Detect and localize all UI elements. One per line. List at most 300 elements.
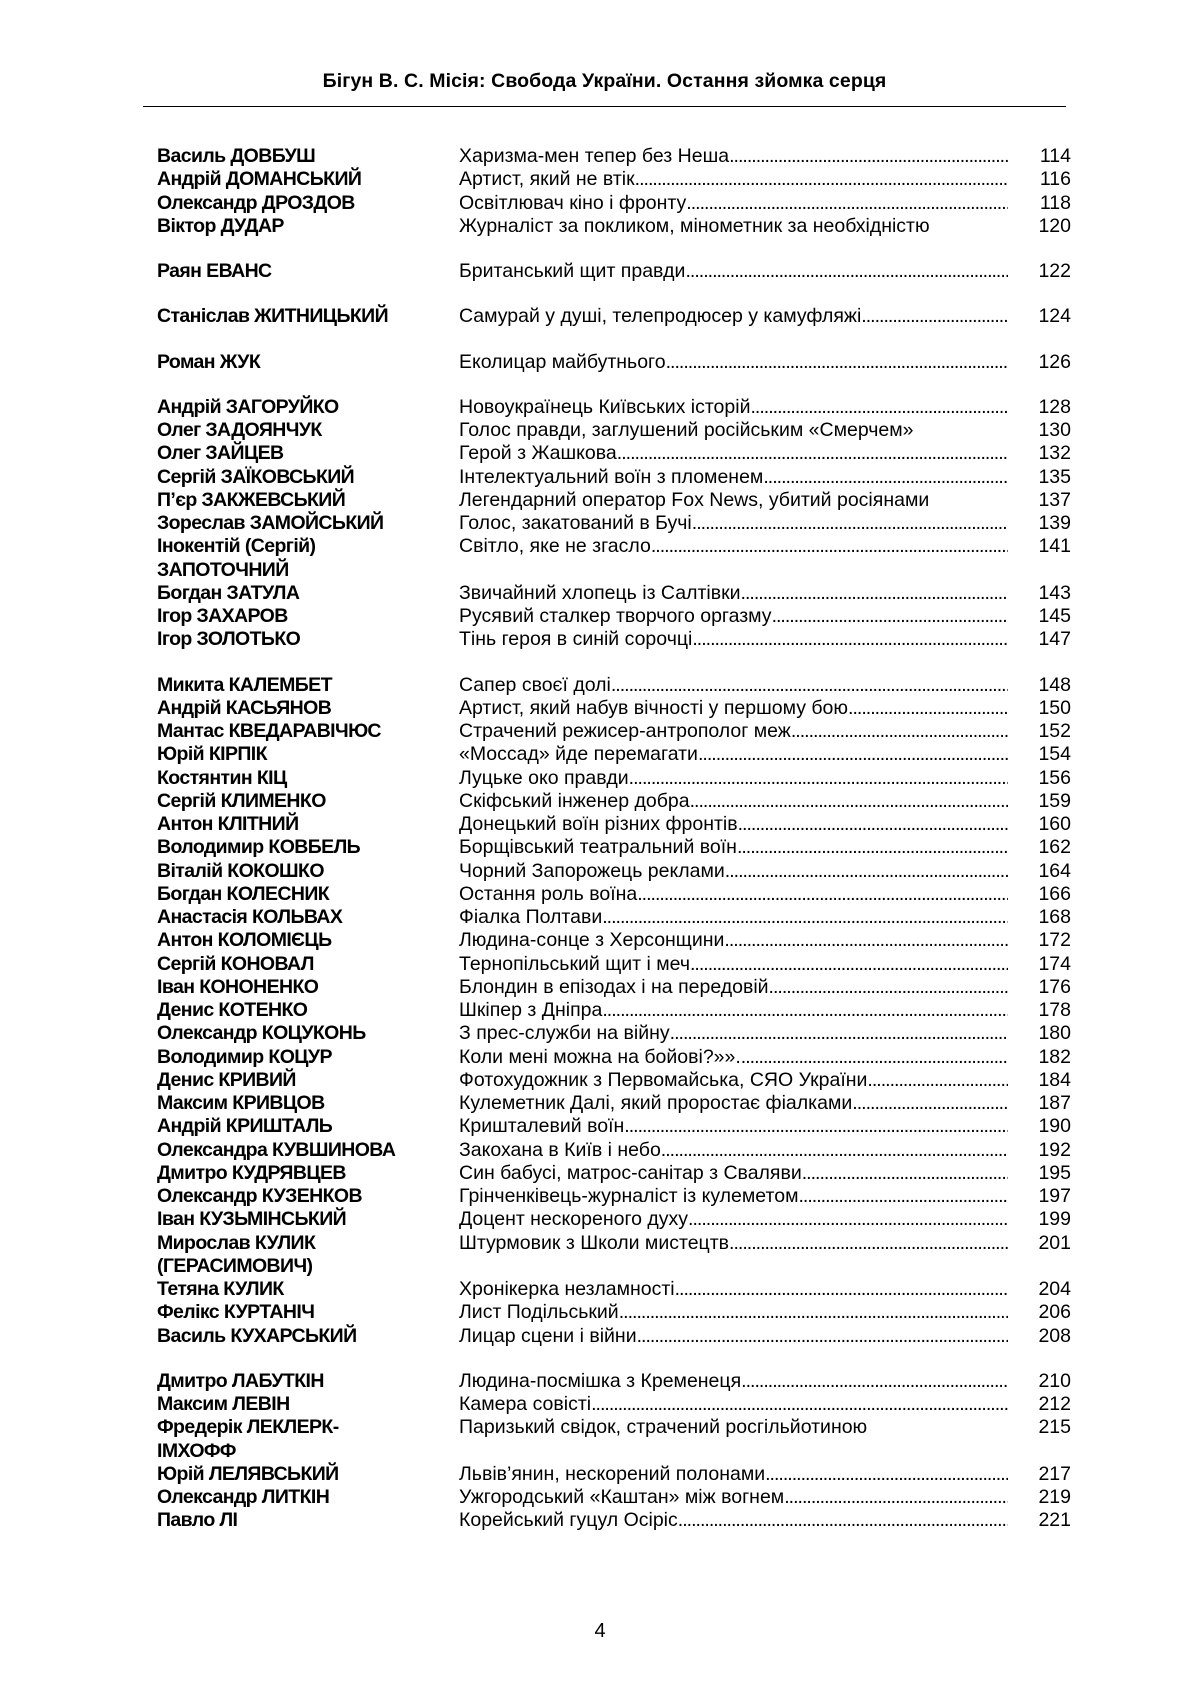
entry-page: 162 — [1038, 836, 1071, 859]
entry-page: 114 — [1039, 145, 1071, 167]
dot-leader — [675, 1278, 1008, 1301]
entry-page: 116 — [1039, 168, 1071, 191]
entry-page: 190 — [1038, 1115, 1071, 1138]
toc-entry — [157, 215, 1071, 238]
entry-name: Максим КРИВЦОВ — [157, 1092, 325, 1114]
entry-title: Людина-сонце з Херсонщини — [459, 929, 725, 952]
entry-name: Роман ЖУК — [157, 350, 261, 373]
dot-leader — [729, 145, 1008, 168]
entry-title-line — [459, 1301, 1008, 1324]
dot-leader — [738, 813, 1008, 836]
entry-title: Харизма-мен тепер без Неша — [459, 145, 730, 167]
entry-title-line — [459, 260, 1008, 283]
toc-entry — [157, 1232, 1071, 1279]
entry-title-line — [459, 582, 1008, 605]
entry-page: 148 — [1038, 673, 1071, 696]
entry-title-line — [459, 535, 1008, 558]
entry-title: Тернопільський щит і меч — [459, 952, 690, 975]
entry-page: 124 — [1038, 305, 1071, 328]
entry-name: Зореслав ЗАМОЙСЬКИЙ — [157, 512, 384, 534]
entry-title: Закохана в Київ і небо — [459, 1138, 661, 1161]
entry-page: 135 — [1038, 465, 1071, 488]
entry-name: Павло ЛІ — [157, 1509, 238, 1532]
toc-entry — [157, 790, 1071, 813]
entry-title-line — [459, 976, 1008, 999]
entry-name: Андрій КАСЬЯНОВ — [157, 696, 332, 719]
entry-name: Денис КОТЕНКО — [157, 999, 308, 1021]
entry-page: 212 — [1038, 1393, 1071, 1415]
entry-page: 204 — [1038, 1278, 1071, 1300]
entry-title: Хронікерка незламності — [459, 1278, 675, 1300]
entry-title-line — [459, 860, 1008, 883]
dot-leader — [724, 929, 1008, 952]
entry-name: Раян ЕВАНС — [157, 260, 272, 282]
entry-title: Ужгородський «Каштан» між вогнем — [459, 1486, 785, 1508]
entry-title: Світло, яке не згасло — [459, 535, 651, 558]
entry-title: Людина-посмішка з Кременеця — [459, 1369, 742, 1392]
entry-title-line — [459, 767, 1008, 790]
entry-title-line — [459, 512, 1008, 535]
entry-name: Василь КУХАРСЬКИЙ — [157, 1324, 357, 1347]
toc-entry — [157, 1046, 1071, 1069]
entry-page: 128 — [1038, 395, 1071, 418]
entry-page: 174 — [1038, 952, 1071, 975]
header-rule — [143, 106, 1066, 107]
entry-page: 160 — [1038, 813, 1071, 835]
entry-page: 168 — [1038, 906, 1071, 928]
entry-page: 159 — [1038, 789, 1071, 812]
entry-title: Корейський гуцул Осіріс — [459, 1509, 678, 1532]
entry-title: Легендарний оператор Fox News, убитий росіянами — [459, 488, 930, 511]
toc-entry — [157, 674, 1071, 697]
toc-entry — [157, 419, 1071, 442]
toc-entry — [157, 697, 1071, 720]
toc-entry — [157, 999, 1071, 1022]
dot-leader — [617, 442, 1008, 465]
entry-title-line — [459, 1486, 1008, 1509]
dot-leader — [692, 512, 1008, 535]
entry-name: Фредерік ЛЕКЛЕРК- ІМХОФФ — [157, 1416, 339, 1462]
entry-name: Ігор ЗОЛОТЬКО — [157, 628, 301, 651]
entry-name: Микита КАЛЕМБЕТ — [157, 673, 332, 696]
entry-title-line — [459, 1393, 1008, 1416]
entry-title: Звичайний хлопець із Салтівки — [459, 581, 741, 604]
entry-title-line — [459, 168, 1008, 191]
entry-page: 130 — [1038, 419, 1071, 441]
dot-leader — [750, 396, 1008, 419]
table-of-contents — [157, 145, 1071, 1533]
entry-title: Голос правди, заглушений російським «Смерчем» — [459, 419, 914, 441]
entry-name: Богдан ЗАТУЛА — [157, 581, 300, 604]
entry-title-line — [459, 720, 1008, 743]
entry-title: Самурай у душі, телепродюсер у камуфляжі — [459, 305, 862, 328]
entry-title-line — [459, 1232, 1008, 1255]
entry-title-line — [459, 1463, 1008, 1486]
dot-leader — [685, 260, 1008, 283]
entry-title: Остання роль воїна — [459, 882, 638, 905]
toc-entry — [157, 1092, 1071, 1115]
dot-leader — [861, 305, 1008, 328]
dot-leader — [629, 767, 1008, 790]
toc-entry — [157, 767, 1071, 790]
entry-title-line — [459, 1022, 1008, 1045]
toc-entry — [157, 466, 1071, 489]
dot-leader — [763, 466, 1008, 489]
entry-title-line — [459, 883, 1008, 906]
entry-name: Богдан КОЛЕСНИК — [157, 882, 330, 905]
entry-page: 208 — [1038, 1324, 1071, 1347]
entry-title-line — [459, 442, 1008, 465]
toc-entry — [157, 953, 1071, 976]
entry-title: Фіалка Полтави — [459, 906, 603, 928]
entry-page: 195 — [1038, 1161, 1071, 1184]
entry-name: Костянтин КІЦ — [157, 766, 287, 789]
entry-page: 137 — [1038, 488, 1071, 511]
entry-page: 132 — [1038, 442, 1071, 465]
entry-name: Олександр ЛИТКІН — [157, 1486, 330, 1508]
entry-title-line — [459, 1325, 1008, 1348]
entry-title-line — [459, 466, 1008, 489]
entry-name: Мирослав КУЛИК (ГЕРАСИМОВИЧ) — [157, 1231, 316, 1277]
entry-title: Син бабусі, матрос-санітар з Сваляви — [459, 1161, 802, 1184]
dot-leader — [661, 1139, 1008, 1162]
entry-title: Новоукраїнець Київських історій — [459, 395, 751, 418]
entry-name: Денис КРИВИЙ — [157, 1068, 296, 1091]
dot-leader — [619, 1301, 1008, 1324]
dot-leader — [791, 720, 1008, 743]
toc-entry — [157, 605, 1071, 628]
entry-name: Віталій КОКОШКО — [157, 859, 324, 882]
entry-title-line — [459, 1139, 1008, 1162]
entry-title-line — [459, 1208, 1008, 1231]
entry-name: Сергій КЛИМЕНКО — [157, 789, 326, 812]
entry-name: Віктор ДУДАР — [157, 214, 284, 237]
toc-entry — [157, 489, 1071, 512]
entry-title-line — [459, 929, 1008, 952]
entry-title: Донецький воїн різних фронтів — [459, 813, 738, 835]
dot-leader — [852, 1092, 1008, 1115]
entry-page: 141 — [1038, 535, 1071, 558]
entry-page: 166 — [1038, 882, 1071, 905]
entry-title-line — [459, 1509, 1008, 1532]
dot-leader — [678, 1509, 1008, 1532]
entry-page: 184 — [1038, 1068, 1071, 1091]
entry-title: Скіфський інженер добра — [459, 789, 690, 812]
toc-entry — [157, 743, 1071, 766]
entry-title: Кулеметник Далі, який проростає фіалками — [459, 1092, 853, 1114]
entry-title-line — [459, 1416, 1008, 1439]
entry-name: Мантас КВЕДАРАВІЧЮС — [157, 720, 381, 742]
entry-name: Дмитро ЛАБУТКІН — [157, 1369, 324, 1392]
toc-entry — [157, 836, 1071, 859]
entry-title: Борщівський театральний воїн — [459, 836, 737, 859]
dot-leader — [651, 535, 1008, 558]
toc-entry — [157, 929, 1071, 952]
dot-leader — [765, 1463, 1008, 1486]
entry-page: 118 — [1039, 191, 1071, 214]
entry-title-line — [459, 1162, 1008, 1185]
dot-leader — [769, 976, 1008, 999]
dot-leader — [624, 1115, 1008, 1138]
entry-title: Журналіст за покликом, мінометник за необхідністю — [459, 214, 930, 237]
entry-title-line — [459, 836, 1008, 859]
entry-name: Дмитро КУДРЯВЦЕВ — [157, 1161, 346, 1184]
toc-entry — [157, 1301, 1071, 1324]
entry-title: Львів’янин, нескорений полонами — [459, 1462, 766, 1485]
entry-name: Василь ДОВБУШ — [157, 145, 316, 167]
entry-title-line — [459, 999, 1008, 1022]
entry-page: 206 — [1038, 1301, 1071, 1324]
entry-title-line — [459, 697, 1008, 720]
entry-title-line — [459, 628, 1008, 651]
entry-title-line — [459, 396, 1008, 419]
dot-leader — [725, 860, 1008, 883]
entry-page: 154 — [1038, 743, 1071, 766]
entry-title-line — [459, 743, 1008, 766]
toc-entry — [157, 1416, 1071, 1463]
toc-entry — [157, 192, 1071, 215]
entry-title: Лицар сцени і війни — [459, 1324, 637, 1347]
entry-name: Фелікс КУРТАНІЧ — [157, 1301, 315, 1324]
entry-name: Максим ЛЕВІН — [157, 1393, 290, 1415]
entry-name: Юрій КІРПІК — [157, 743, 267, 766]
entry-title: З прес-служби на війну — [459, 1022, 670, 1045]
running-header: Бігун В. С. Місія: Свобода України. Остання зйомка серця — [322, 70, 887, 92]
dot-leader — [802, 1162, 1008, 1185]
entry-title: Штурмовик з Школи мистецтв — [459, 1231, 730, 1254]
dot-leader — [698, 743, 1008, 766]
entry-title: Блондин в епізодах і на передовій — [459, 975, 769, 998]
entry-page: 120 — [1038, 214, 1071, 237]
toc-entry — [157, 628, 1071, 651]
entry-page: 152 — [1038, 720, 1071, 742]
entry-name: Юрій ЛЕЛЯВСЬКИЙ — [157, 1462, 339, 1485]
entry-title: Освітлювач кіно і фронту — [459, 191, 687, 214]
entry-title: Кришталевий воїн — [459, 1115, 625, 1138]
toc-entry — [157, 1208, 1071, 1231]
dot-leader — [741, 1046, 1008, 1069]
dot-leader — [867, 1069, 1008, 1092]
toc-entry — [157, 1278, 1071, 1301]
toc-entry — [157, 1022, 1071, 1045]
entry-title-line — [459, 953, 1008, 976]
entry-title-line — [459, 351, 1008, 374]
toc-entry — [157, 1139, 1071, 1162]
entry-title-line — [459, 1370, 1008, 1393]
entry-name: Андрій КРИШТАЛЬ — [157, 1115, 333, 1138]
entry-title: Грінченківець-журналіст із кулеметом — [459, 1185, 799, 1207]
toc-entry — [157, 442, 1071, 465]
entry-name: П’єр ЗАКЖЕВСЬКИЙ — [157, 488, 346, 511]
entry-name: Андрій ДОМАНСЬКИЙ — [157, 168, 362, 191]
entry-title-line — [459, 1278, 1008, 1301]
entry-page: 122 — [1038, 260, 1071, 282]
entry-title-line — [459, 305, 1008, 328]
entry-title-line — [459, 605, 1008, 628]
toc-entry — [157, 351, 1071, 374]
dot-leader — [741, 1370, 1008, 1393]
dot-leader — [635, 168, 1008, 191]
entry-title: Коли мені можна на бойові?»». — [459, 1045, 741, 1068]
toc-entry — [157, 168, 1071, 191]
entry-title-line — [459, 1069, 1008, 1092]
toc-entry — [157, 582, 1071, 605]
toc-entry — [157, 1115, 1071, 1138]
dot-leader — [637, 1325, 1008, 1348]
toc-entry — [157, 860, 1071, 883]
entry-page: 192 — [1038, 1138, 1071, 1161]
entry-title: Камера совісті — [459, 1393, 592, 1415]
dot-leader — [611, 674, 1008, 697]
entry-title: Чорний Запорожець реклами — [459, 859, 725, 882]
entry-page: 172 — [1038, 929, 1071, 952]
toc-entry — [157, 1393, 1071, 1416]
toc-entry — [157, 883, 1071, 906]
entry-name: Володимир КОВБЕЛЬ — [157, 836, 361, 859]
toc-entry — [157, 260, 1071, 283]
entry-name: Олександр ДРОЗДОВ — [157, 191, 355, 214]
page-number: 4 — [594, 1620, 606, 1642]
dot-leader — [690, 953, 1008, 976]
toc-entry — [157, 305, 1071, 328]
toc-entry — [157, 1162, 1071, 1185]
entry-title-line — [459, 215, 1008, 238]
toc-entry — [157, 1463, 1071, 1486]
toc-entry — [157, 1325, 1071, 1348]
entry-title-line — [459, 1092, 1008, 1115]
toc-entry — [157, 1486, 1071, 1509]
dot-leader — [637, 883, 1008, 906]
entry-page: 180 — [1038, 1022, 1071, 1045]
entry-title: Лист Подільський — [459, 1301, 619, 1324]
entry-page: 126 — [1038, 350, 1071, 373]
toc-entry — [157, 396, 1071, 419]
dot-leader — [688, 1208, 1008, 1231]
entry-page: 219 — [1038, 1486, 1071, 1508]
entry-page: 143 — [1038, 581, 1071, 604]
entry-page: 164 — [1038, 859, 1071, 882]
entry-name: Іван КУЗЬМІНСЬКИЙ — [157, 1208, 347, 1231]
entry-title-line — [459, 145, 1008, 168]
entry-title-line — [459, 1115, 1008, 1138]
dot-leader — [772, 605, 1008, 628]
entry-page: 215 — [1038, 1416, 1071, 1439]
dot-leader — [784, 1486, 1008, 1509]
entry-title-line — [459, 419, 1008, 442]
entry-title: Фотохудожник з Первомайська, СЯО України — [459, 1068, 868, 1091]
entry-page: 150 — [1038, 696, 1071, 719]
entry-name: Станіслав ЖИТНИЦЬКИЙ — [157, 305, 388, 328]
entry-name: Антон КОЛОМІЄЦЬ — [157, 929, 332, 952]
entry-page: 178 — [1038, 999, 1071, 1021]
entry-name: Сергій КОНОВАЛ — [157, 952, 314, 975]
dot-leader — [670, 1022, 1008, 1045]
entry-name: Олег ЗАЙЦЕВ — [157, 442, 284, 465]
entry-page: 139 — [1038, 512, 1071, 534]
entry-page: 197 — [1038, 1185, 1071, 1207]
entry-title: Артист, який набув вічності у першому бою — [459, 696, 849, 719]
toc-entry — [157, 813, 1071, 836]
entry-name: Анастасія КОЛЬВАХ — [157, 906, 343, 928]
toc-entry — [157, 976, 1071, 999]
entry-title-line — [459, 1046, 1008, 1069]
entry-title: Страчений режисер-антрополог меж — [459, 720, 791, 742]
toc-entry — [157, 1509, 1071, 1532]
entry-name: Олександр КУЗЕНКОВ — [157, 1185, 362, 1207]
entry-title-line — [459, 192, 1008, 215]
entry-page: 182 — [1038, 1045, 1071, 1068]
entry-page: 145 — [1038, 605, 1071, 627]
toc-entry — [157, 720, 1071, 743]
entry-title: Русявий сталкер творчого оргазму — [459, 605, 772, 627]
toc-entry — [157, 145, 1071, 168]
dot-leader — [602, 906, 1008, 929]
entry-title-line — [459, 906, 1008, 929]
entry-title-line — [459, 674, 1008, 697]
dot-leader — [848, 697, 1008, 720]
entry-title: Інтелектуальний воїн з пломенем — [459, 465, 764, 488]
dot-leader — [798, 1185, 1008, 1208]
entry-title: Паризький свідок, страчений росгільйотиною — [459, 1416, 868, 1439]
dot-leader — [602, 999, 1008, 1022]
dot-leader — [737, 836, 1008, 859]
entry-name: Сергій ЗАЇКОВСЬКИЙ — [157, 465, 355, 488]
entry-page: 187 — [1038, 1092, 1071, 1114]
entry-title-line — [459, 790, 1008, 813]
entry-title: Сапер своєї долі — [459, 673, 611, 696]
entry-page: 201 — [1038, 1231, 1071, 1254]
entry-title: Доцент нескореного духу — [459, 1208, 689, 1231]
entry-title: Тінь героя в синій сорочці — [459, 628, 693, 651]
dot-leader — [591, 1393, 1008, 1416]
entry-name: Ігор ЗАХАРОВ — [157, 605, 288, 627]
toc-entry — [157, 535, 1071, 582]
dot-leader — [741, 582, 1008, 605]
entry-name: Олександр КОЦУКОНЬ — [157, 1022, 366, 1045]
entry-page: 217 — [1038, 1462, 1071, 1485]
entry-title: Луцьке око правди — [459, 766, 629, 789]
entry-name: Андрій ЗАГОРУЙКО — [157, 395, 339, 418]
entry-name: Іван КОНОНЕНКО — [157, 975, 319, 998]
entry-title: Еколицар майбутнього — [459, 350, 666, 373]
entry-title: Шкіпер з Дніпра — [459, 999, 603, 1021]
entry-name: Олександра КУВШИНОВА — [157, 1138, 396, 1161]
entry-name: Інокентій (Сергій) ЗАПОТОЧНИЙ — [157, 535, 316, 581]
entry-title: Голос, закатований в Бучі — [459, 512, 692, 534]
entry-name: Антон КЛІТНИЙ — [157, 813, 299, 835]
toc-entry — [157, 1370, 1071, 1393]
entry-page: 147 — [1038, 628, 1071, 651]
entry-title: Британський щит правди — [459, 260, 686, 282]
toc-entry — [157, 906, 1071, 929]
entry-page: 199 — [1038, 1208, 1071, 1231]
dot-leader — [686, 192, 1008, 215]
entry-page: 210 — [1038, 1369, 1071, 1392]
dot-leader — [666, 351, 1008, 374]
dot-leader — [692, 628, 1008, 651]
entry-name: Олег ЗАДОЯНЧУК — [157, 419, 322, 441]
entry-name: Тетяна КУЛИК — [157, 1278, 284, 1300]
toc-entry — [157, 1069, 1071, 1092]
dot-leader — [690, 790, 1008, 813]
entry-title-line — [459, 489, 1008, 512]
dot-leader — [729, 1232, 1008, 1255]
entry-name: Володимир КОЦУР — [157, 1045, 332, 1068]
toc-entry — [157, 1185, 1071, 1208]
entry-page: 221 — [1038, 1509, 1071, 1532]
toc-entry — [157, 512, 1071, 535]
entry-title: «Моссад» йде перемагати — [459, 743, 698, 766]
